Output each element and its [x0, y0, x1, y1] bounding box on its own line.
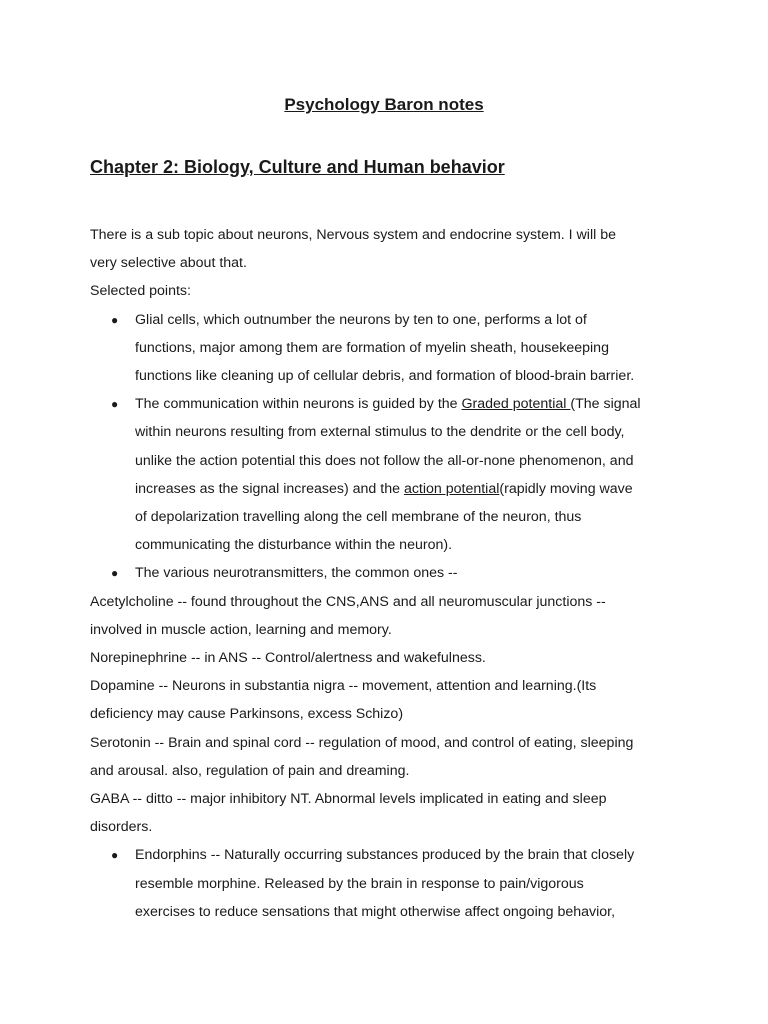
bullet-item-neurotransmitters	[90, 559, 680, 587]
bullet-text-line	[135, 390, 680, 418]
graded-potential-term: Graded potential	[461, 396, 571, 413]
bullet-dot-icon: ●	[111, 397, 119, 412]
bullet-item-endorphins	[90, 841, 680, 926]
bullet-item-glial-cells	[90, 306, 680, 391]
bullet-text-line: exercises to reduce sensations that might otherwise affect ongoing behavior,	[135, 903, 616, 920]
selected-points-label: Selected points:	[90, 283, 191, 300]
text-span: (The signal	[570, 396, 641, 413]
chapter-heading: Chapter 2: Biology, Culture and Human behavior	[90, 157, 505, 177]
gaba-line: disorders.	[90, 819, 153, 836]
bullet-text-line: Glial cells, which outnumber the neurons by ten to one, performs a lot of	[135, 311, 587, 328]
text-span: The communication within neurons is guided by the	[135, 396, 462, 413]
serotonin-line: and arousal. also, regulation of pain and dreaming.	[90, 762, 410, 779]
intro-paragraph-line: There is a sub topic about neurons, Nervous system and endocrine system. I will be	[90, 227, 616, 243]
bullet-text-line: resemble morphine. Released by the brain in response to pain/vigorous	[135, 875, 584, 892]
bullet-text-line: unlike the action potential this does not follow the all-or-none phenomenon, and	[135, 452, 634, 469]
norepinephrine-line: Norepinephrine -- in ANS -- Control/alertness and wakefulness.	[90, 650, 486, 667]
bullet-text-line: communicating the disturbance within the neuron).	[135, 537, 453, 554]
text-span: increases as the signal increases) and the	[135, 480, 404, 497]
bullet-text-line: The various neurotransmitters, the common ones --	[135, 565, 458, 582]
dopamine-line: Dopamine -- Neurons in substantia nigra -- movement, attention and learning.(Its	[90, 678, 597, 695]
acetylcholine-line: Acetylcholine -- found throughout the CNS,ANS and all neuromuscular junctions --	[90, 593, 606, 610]
intro-paragraph-line: very selective about that.	[90, 255, 247, 272]
bullet-text-line: functions like cleaning up of cellular debris, and formation of blood-brain barrier.	[135, 368, 635, 385]
bullet-text-line: of depolarization travelling along the cell membrane of the neuron, thus	[135, 509, 582, 526]
bullet-item-communication	[90, 390, 680, 559]
document-body	[90, 221, 680, 926]
bullet-text-line: functions, major among them are formation of myelin sheath, housekeeping	[135, 339, 609, 356]
serotonin-line: Serotonin -- Brain and spinal cord -- regulation of mood, and control of eating, sleeping	[90, 734, 634, 751]
text-span: (rapidly moving wave	[499, 480, 633, 497]
bullet-dot-icon: ●	[111, 848, 119, 863]
gaba-line: GABA -- ditto -- major inhibitory NT. Abnormal levels implicated in eating and sleep	[90, 791, 607, 808]
document-title: Psychology Baron notes	[284, 95, 484, 114]
bullet-dot-icon: ●	[111, 566, 119, 581]
bullet-text-line	[135, 475, 680, 503]
dopamine-line: deficiency may cause Parkinsons, excess Schizo)	[90, 706, 404, 723]
acetylcholine-line: involved in muscle action, learning and memory.	[90, 621, 392, 638]
action-potential-term: action potential	[403, 480, 500, 497]
bullet-dot-icon: ●	[111, 312, 119, 327]
bullet-text-line: within neurons resulting from external stimulus to the dendrite or the cell body,	[135, 424, 625, 441]
bullet-text-line: Endorphins -- Naturally occurring substances produced by the brain that closely	[135, 847, 635, 864]
